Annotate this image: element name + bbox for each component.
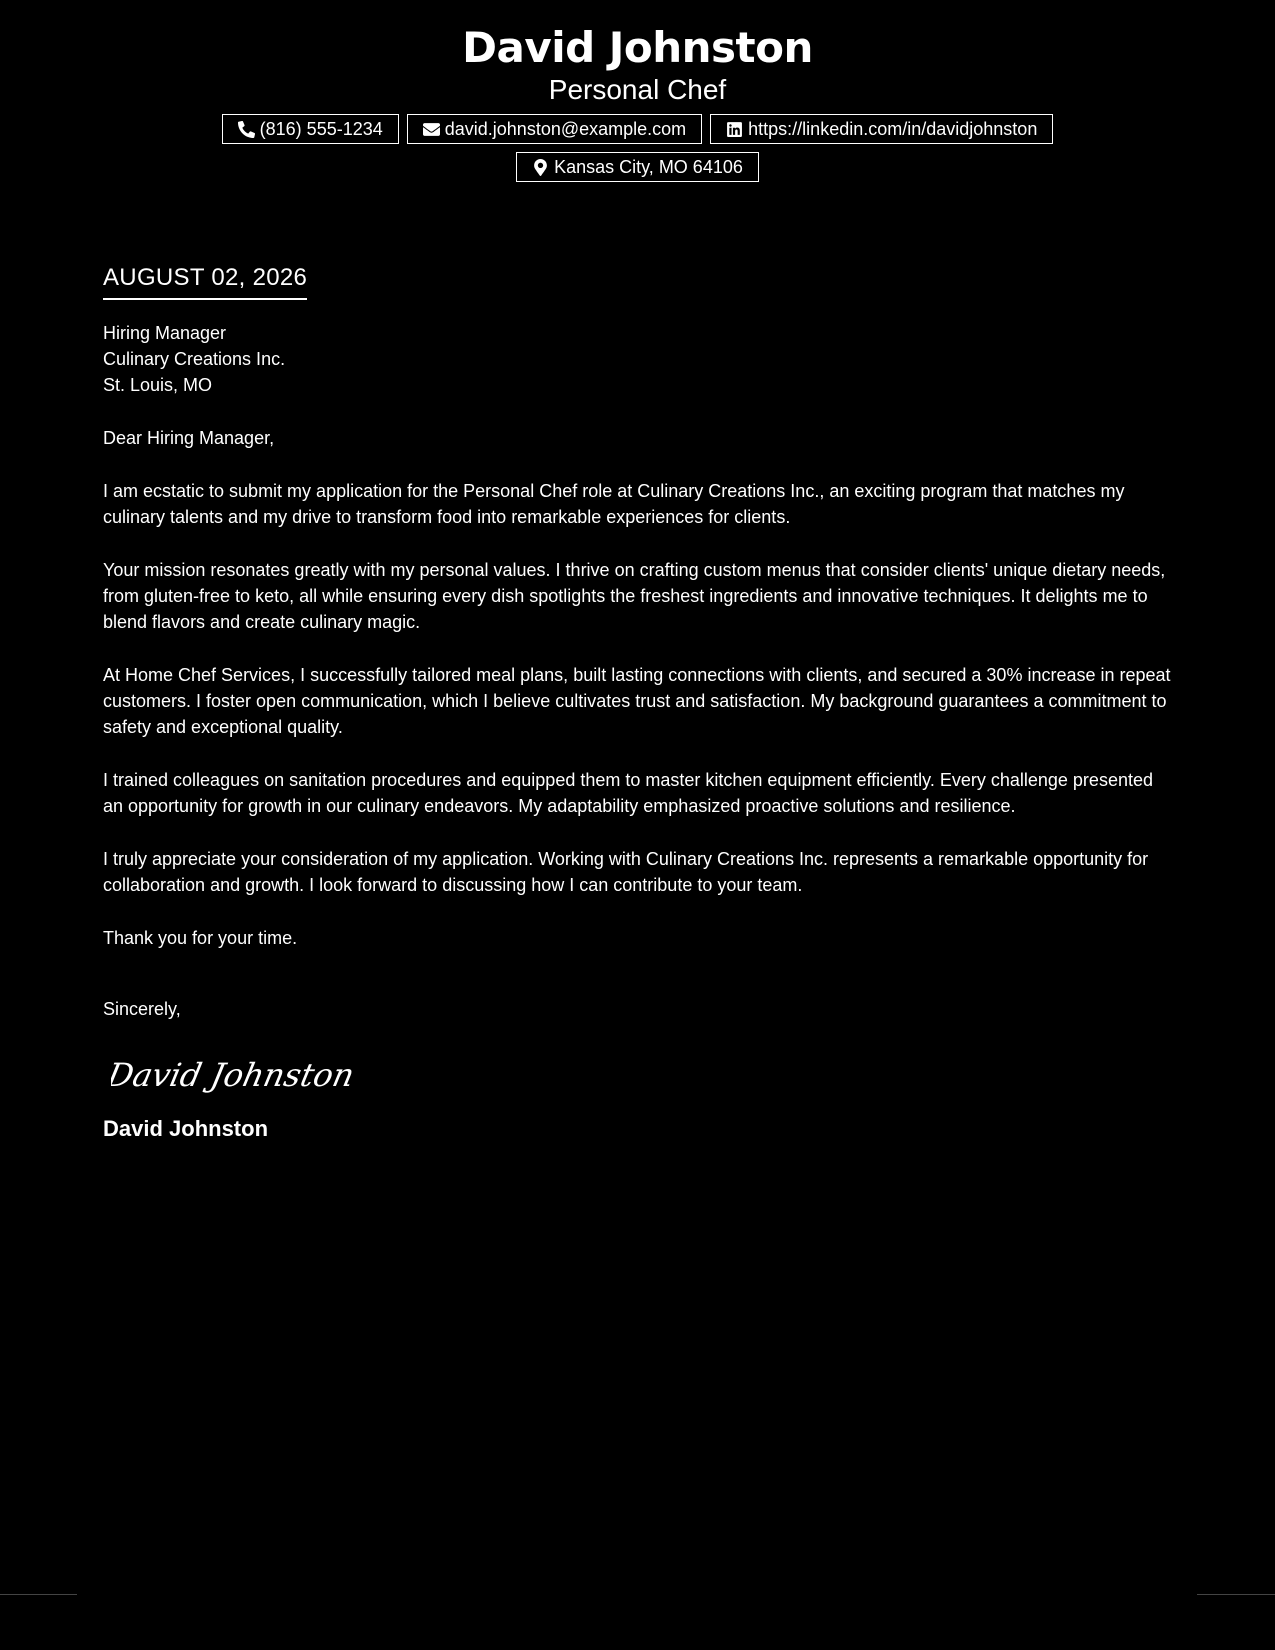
linkedin-text: https://linkedin.com/in/davidjohnston bbox=[748, 118, 1038, 139]
thank-you-line: Thank you for your time. bbox=[103, 928, 298, 948]
letter-header bbox=[0, 22, 1275, 182]
paragraph-4: I trained colleagues on sanitation procedures and equipped them to master kitchen equipment efficiently. Every challenge presented an opportunity for growth in our culinary endeavors. My adaptability emphasized proactive solutions and resilience. bbox=[103, 770, 1153, 816]
paragraph-2: Your mission resonates greatly with my personal values. I thrive on crafting custom menus that consider clients' unique dietary needs, from gluten-free to keto, all while ensuring every dish spotlights the freshest ingredients and innovative techniques. It delights me to blend flavors and create culinary magic. bbox=[103, 560, 1166, 632]
closing: Sincerely, bbox=[103, 999, 181, 1019]
recipient-company: Culinary Creations Inc. bbox=[103, 349, 286, 369]
signature-text: David Johnston bbox=[111, 1056, 358, 1094]
contact-phone[interactable] bbox=[222, 114, 399, 144]
contact-email[interactable] bbox=[407, 114, 702, 144]
contact-linkedin[interactable] bbox=[710, 114, 1053, 144]
footer-rule-left bbox=[0, 1594, 77, 1595]
recipient-name: Hiring Manager bbox=[103, 323, 227, 343]
paragraph-1: I am ecstatic to submit my application for the Personal Chef role at Culinary Creations Inc., an exciting program that matches my culinary talents and my drive to transform food into remarkable experiences for clients. bbox=[103, 481, 1125, 527]
recipient-location: St. Louis, MO bbox=[103, 375, 213, 395]
contact-location bbox=[516, 152, 759, 182]
phone-icon bbox=[238, 121, 255, 138]
location-text: Kansas City, MO 64106 bbox=[554, 156, 743, 177]
contact-info bbox=[0, 114, 1275, 182]
envelope-icon bbox=[423, 121, 440, 138]
handwritten-signature bbox=[111, 1050, 361, 1098]
signature-image bbox=[111, 1050, 361, 1098]
salutation: Dear Hiring Manager, bbox=[103, 428, 275, 448]
applicant-title: Personal Chef bbox=[548, 74, 727, 105]
letter-body bbox=[103, 262, 1173, 1143]
letter-date: AUGUST 02, 2026 bbox=[103, 262, 307, 300]
applicant-name: David Johnston bbox=[462, 23, 813, 72]
email-text: david.johnston@example.com bbox=[444, 118, 687, 139]
map-marker-icon bbox=[532, 159, 549, 176]
linkedin-icon bbox=[726, 121, 743, 138]
recipient-block bbox=[103, 320, 1173, 398]
paragraph-3: At Home Chef Services, I successfully tailored meal plans, built lasting connections with clients, and secured a 30% increase in repeat customers. I foster open communication, which I believe cultivates trust and satisfaction. My background guarantees a commitment to safety and exceptional quality. bbox=[103, 665, 1171, 737]
signer-name: David Johnston bbox=[103, 1116, 269, 1141]
paragraph-5: I truly appreciate your consideration of my application. Working with Culinary Creations Inc. represents a remarkable opportunity for collaboration and growth. I look forward to discussing how I can contribute to your team. bbox=[103, 849, 1149, 895]
phone-text: (816) 555-1234 bbox=[259, 118, 383, 139]
footer-rule-right bbox=[1197, 1594, 1275, 1595]
